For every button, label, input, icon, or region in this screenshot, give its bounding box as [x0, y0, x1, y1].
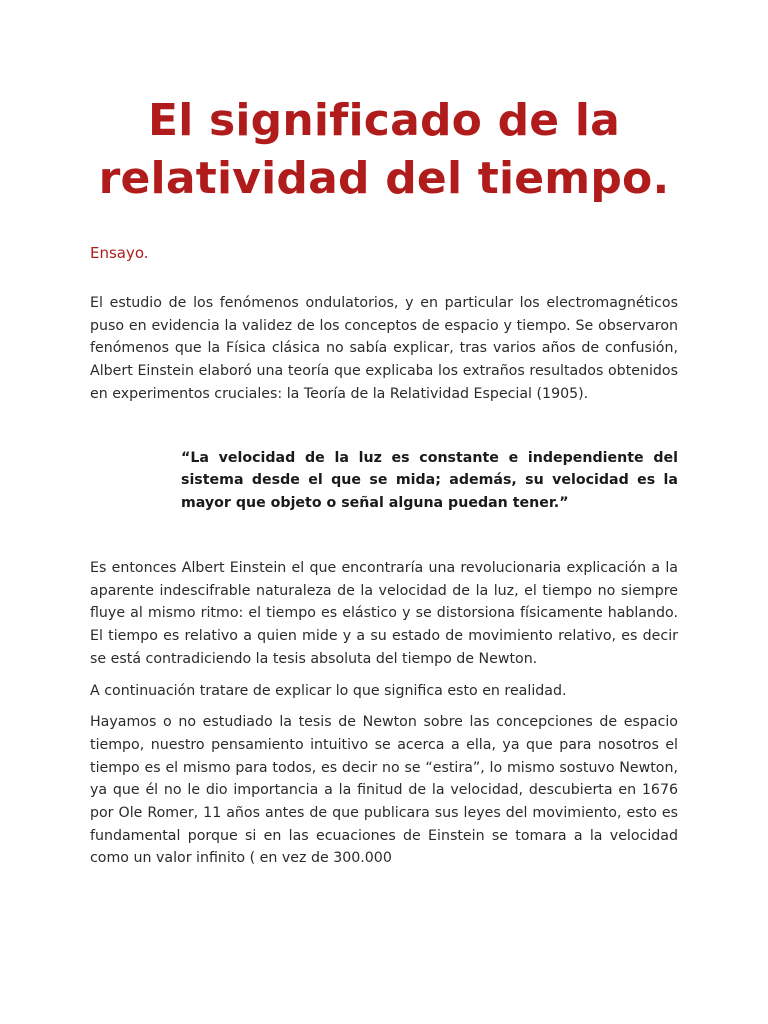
block-quote: “La velocidad de la luz es constante e independiente del sistema desde el que se mida; además, su velocidad es la mayor que objeto o señal alguna puedan tener.” [181, 449, 678, 511]
title-line-2: relatividad del tiempo. [98, 153, 670, 204]
document-subtitle: Ensayo. [90, 244, 149, 262]
paragraph-einstein: Es entonces Albert Einstein el que encontraría una revolucionaria explicación a la aparente indescifrable naturaleza de la velocidad de la luz, el tiempo no siempre fluye al mismo ritmo: el tiempo es elástico y se distorsiona físicamente hablando. El tiempo es relativo a quien mide y a su estado de movimiento relativo, es decir se está contradiciendo la tesis absoluta del tiempo de Newton. [90, 560, 678, 667]
paragraph-newton: Hayamos o no estudiado la tesis de Newton sobre las concepciones de espacio tiempo, nuestro pensamiento intuitivo se acerca a ella, ya que para nosotros el tiempo es el mismo para todos, es decir no se “estira”, lo mismo sostuvo Newton, ya que él no le dio importancia a la finitud de la velocidad, descubierta en 1676 por Ole Romer, 11 años antes de que publicara sus leyes del movimiento, esto es fundamental porque si en las ecuaciones de Einstein se tomara a la velocidad como un valor infinito ( en vez de 300.000 [90, 714, 678, 867]
document-page [90, 92, 678, 870]
paragraph-intro: El estudio de los fenómenos ondulatorios, y en particular los electromagnéticos puso en evidencia la validez de los conceptos de espacio y tiempo. Se observaron fenómenos que la Física clásica no sabía explicar, tras varios años de confusión, Albert Einstein elaboró una teoría que explicaba los extraños resultados obtenidos en experimentos cruciales: la Teoría de la Relatividad Especial (1905). [90, 295, 678, 402]
title-line-1: El significado de la [147, 95, 621, 146]
paragraph-continuation: A continuación tratare de explicar lo que significa esto en realidad. [90, 682, 567, 699]
document-title [90, 92, 678, 208]
